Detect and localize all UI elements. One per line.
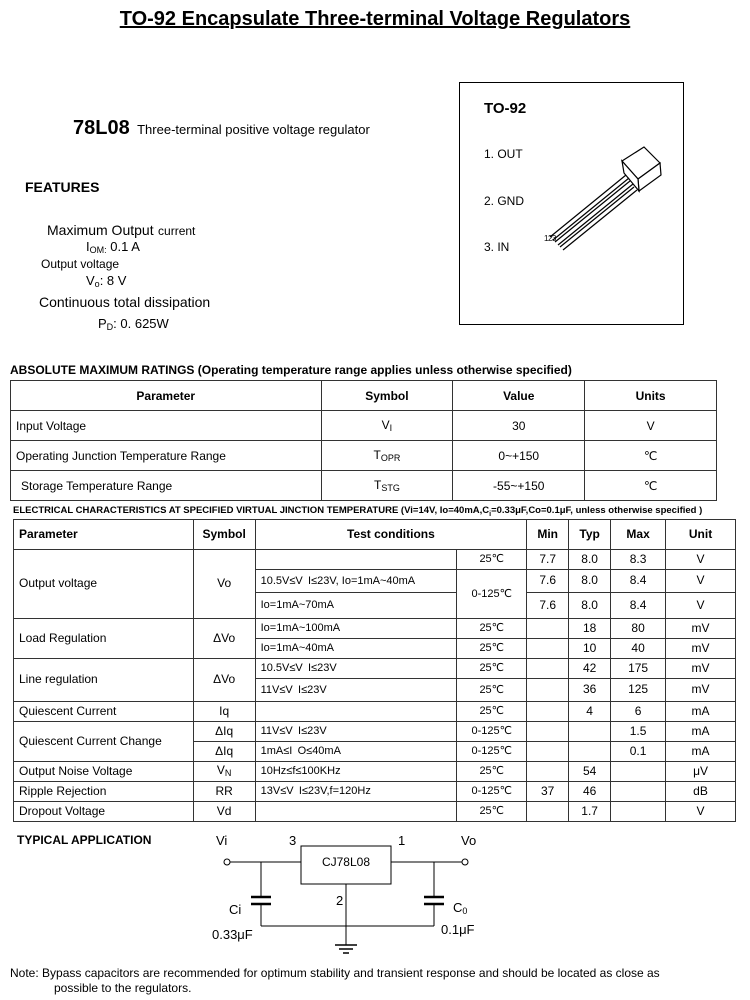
- table-row: Io=1mA~70mA 7.6 8.0 8.4 V: [14, 593, 736, 619]
- pin1-label: 1: [398, 833, 406, 848]
- package-box: [459, 82, 684, 325]
- pin3-label: 3: [289, 833, 297, 848]
- vo-label: Vo: [461, 833, 477, 848]
- table-header-row: [11, 381, 717, 411]
- typical-application-circuit: [200, 830, 500, 962]
- vi-label: Vi: [216, 833, 228, 848]
- table-row: 10.5V≤V I≤23V, Io=1mA~40mA 0-125℃ 7.6 8.0 8.4 V: [14, 570, 736, 593]
- table-row: Storage Temperature Range $T_{STG}$ -55~+150 ℃: [11, 471, 717, 501]
- table-row: Ripple Rejection RR 13V≤V I≤23V,f=120Hz 0-125℃ 37 46 dB: [14, 782, 736, 802]
- table-header-row: Parameter Symbol Test conditions Min Typ Max Unit: [14, 520, 736, 550]
- package-title: TO-92: [484, 100, 527, 117]
- table-row: Output voltage Vo 25℃ 7.7 8.0 8.3 V: [14, 550, 736, 570]
- abs-max-table: [10, 380, 717, 501]
- footnote: Note: Bypass capacitors are recommended for optimum stability and transient response and should be located as close as possible to the regulators.: [10, 966, 660, 995]
- ci-value: 0.33μF: [212, 927, 253, 942]
- table-row: Io=1mA~40mA 25℃ 10 40 mV: [14, 639, 736, 659]
- part-description: Three-terminal positive voltage regulator: [137, 122, 370, 137]
- header-units: Units: [585, 381, 717, 411]
- table-row: 11V≤V I≤23V 25℃ 36 125 mV: [14, 679, 736, 702]
- co-label: $C_0$: [453, 900, 468, 916]
- ic-label: CJ78L08: [321, 855, 371, 869]
- table-row: Line regulation ΔVo 10.5V≤V I≤23V 25℃ 42 175 mV: [14, 659, 736, 679]
- abs-max-title: ABSOLUTE MAXIMUM RATINGS (Operating temperature range applies unless otherwise specified): [10, 363, 572, 377]
- table-row: Quiescent Current Change ΔIq 11V≤V I≤23V 0-125℃ 1.5 mA: [14, 722, 736, 742]
- co-value: 0.1μF: [441, 922, 475, 937]
- elec-title: ELECTRICAL CHARACTERISTICS AT SPECIFIED VIRTUAL JINCTION TEMPERATURE (Vi=14V, $Io=40mA,C_i=0.33\mu F,Co=0.1\mu F$, unless otherwise specified ): [13, 505, 703, 518]
- max-output-line: Maximum Output current: [47, 222, 196, 238]
- table-row: Dropout Voltage Vd 25℃ 1.7 V: [14, 802, 736, 822]
- table-row: Load Regulation ΔVo Io=1mA~100mA 25℃ 18 80 mV: [14, 619, 736, 639]
- pin-2-label: 2. GND: [484, 194, 525, 208]
- table-row: ΔIq 1mA≤I O≤40mA 0-125℃ 0.1 mA: [14, 742, 736, 762]
- pin2-label: 2: [336, 893, 344, 908]
- pin-1-label: 1. OUT: [484, 147, 523, 161]
- table-row: Output Noise Voltage $V_N$ 10Hz≤f≤100KHz 25℃ 54 μV: [14, 762, 736, 782]
- ci-label: Ci: [229, 902, 242, 917]
- pin-3-label: 3. IN: [484, 240, 510, 254]
- dissipation-label: Continuous total dissipation: [39, 294, 211, 310]
- pd-line: $P_D$: 0. 625W: [98, 316, 169, 332]
- output-voltage-label: Output voltage: [41, 257, 120, 271]
- header-symbol: Symbol: [321, 381, 453, 411]
- part-number: 78L08: [73, 117, 130, 139]
- typical-app-title: TYPICAL APPLICATION: [17, 833, 152, 847]
- header-value: Value: [453, 381, 585, 411]
- page-title: TO-92 Encapsulate Three-terminal Voltage Regulators: [119, 8, 631, 30]
- features-heading: FEATURES: [25, 179, 100, 195]
- header-parameter: Parameter: [11, 381, 322, 411]
- to92-package-icon: [540, 141, 665, 251]
- elec-table: [13, 519, 736, 822]
- iom-line: $I_{OM:}$ 0.1 A: [86, 239, 140, 255]
- vo-line: $V_o$: 8 V: [86, 273, 127, 289]
- table-row: Quiescent Current Iq 25℃ 4 6 mA: [14, 702, 736, 722]
- package-pin-numbers: 123: [544, 234, 556, 243]
- part-line: [73, 117, 370, 140]
- table-row: Input Voltage $V_I$ 30 V: [11, 411, 717, 441]
- table-row: Operating Junction Temperature Range $T_{OPR}$ 0~+150 ℃: [11, 441, 717, 471]
- output-terminal: [462, 859, 468, 865]
- input-terminal: [224, 859, 230, 865]
